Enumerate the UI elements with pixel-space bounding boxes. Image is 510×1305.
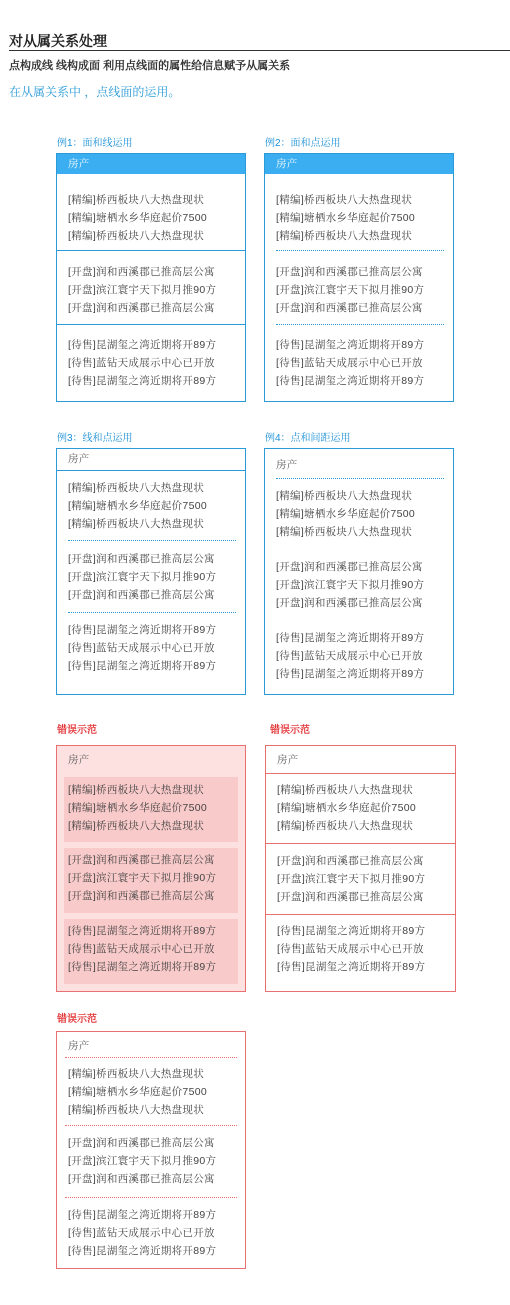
list-item[interactable]: [开盘]润和西溪郡已推高层公寓 (276, 597, 423, 609)
list-item[interactable]: [开盘]滨江寰宇天下拟月推90方 (277, 873, 426, 885)
list-item[interactable]: [待售]昆湖玺之湾近期将开89方 (68, 339, 217, 351)
list-item[interactable]: [精编]塘栖水乡华庭起价7500 (68, 1086, 207, 1098)
box-header: 房产 (276, 459, 298, 471)
list-item[interactable]: [开盘]润和西溪郡已推高层公寓 (276, 561, 423, 573)
list-item[interactable]: [精编]塘栖水乡华庭起价7500 (68, 212, 207, 224)
example-2-title: 例2：面和点运用 (265, 138, 341, 149)
list-item[interactable]: [开盘]润和西溪郡已推高层公寓 (68, 1173, 215, 1185)
example-4-title: 例4：点和间距运用 (265, 433, 351, 444)
list-item[interactable]: [精编]桥西板块八大热盘现状 (276, 194, 413, 206)
title-divider (9, 50, 510, 51)
group-divider (65, 1125, 237, 1126)
list-item[interactable]: [精编]桥西板块八大热盘现状 (68, 820, 205, 832)
box-header: 房产 (68, 754, 90, 766)
list-item[interactable]: [待售]昆湖玺之湾近期将开89方 (68, 961, 217, 973)
list-item[interactable]: [待售]蓝钻天成展示中心已开放 (68, 642, 215, 654)
list-item[interactable]: [开盘]润和西溪郡已推高层公寓 (68, 890, 215, 902)
list-item[interactable]: [开盘]滨江寰宇天下拟月推90方 (276, 579, 425, 591)
list-item[interactable]: [待售]昆湖玺之湾近期将开89方 (68, 1245, 217, 1257)
group-divider (68, 612, 236, 613)
list-item[interactable]: [待售]蓝钻天成展示中心已开放 (68, 357, 215, 369)
bad-example-b-box (265, 745, 456, 992)
list-item[interactable]: [开盘]润和西溪郡已推高层公寓 (276, 266, 423, 278)
list-item[interactable]: [待售]蓝钻天成展示中心已开放 (276, 357, 423, 369)
box-header: 房产 (57, 154, 245, 174)
header-divider (276, 478, 444, 479)
box-header: 房产 (68, 453, 90, 465)
list-item[interactable]: [待售]昆湖玺之湾近期将开89方 (276, 668, 425, 680)
list-item[interactable]: [待售]昆湖玺之湾近期将开89方 (68, 1209, 217, 1221)
list-item[interactable]: [开盘]润和西溪郡已推高层公寓 (68, 266, 215, 278)
list-item[interactable]: [精编]桥西板块八大热盘现状 (276, 230, 413, 242)
group-divider (68, 540, 236, 541)
list-item[interactable]: [开盘]润和西溪郡已推高层公寓 (277, 855, 424, 867)
example-3-title: 例3：线和点运用 (57, 433, 133, 444)
bad-example-b-title: 错误示范 (270, 725, 310, 736)
list-item[interactable]: [开盘]润和西溪郡已推高层公寓 (277, 891, 424, 903)
bad-example-c-title: 错误示范 (57, 1014, 97, 1025)
list-item[interactable]: [精编]塘栖水乡华庭起价7500 (277, 802, 416, 814)
example-2-box (264, 153, 454, 402)
list-item[interactable]: [待售]蓝钻天成展示中心已开放 (68, 943, 215, 955)
list-item[interactable]: [开盘]滨江寰宇天下拟月推90方 (68, 571, 217, 583)
header-divider (65, 1057, 237, 1058)
list-item[interactable]: [精编]桥西板块八大热盘现状 (68, 518, 205, 530)
list-item[interactable]: [精编]桥西板块八大热盘现状 (277, 820, 414, 832)
group-divider (266, 843, 455, 844)
list-item[interactable]: [开盘]润和西溪郡已推高层公寓 (68, 854, 215, 866)
list-item[interactable]: [开盘]润和西溪郡已推高层公寓 (68, 553, 215, 565)
list-item[interactable]: [精编]塘栖水乡华庭起价7500 (276, 508, 415, 520)
list-item[interactable]: [待售]昆湖玺之湾近期将开89方 (68, 660, 217, 672)
list-item[interactable]: [精编]桥西板块八大热盘现状 (68, 784, 205, 796)
list-item[interactable]: [精编]塘栖水乡华庭起价7500 (68, 802, 207, 814)
bad-example-a-title: 错误示范 (57, 725, 97, 736)
list-item[interactable]: [精编]桥西板块八大热盘现状 (276, 490, 413, 502)
list-item[interactable]: [待售]蓝钻天成展示中心已开放 (276, 650, 423, 662)
list-item[interactable]: [开盘]滨江寰宇天下拟月推90方 (68, 1155, 217, 1167)
list-item[interactable]: [精编]桥西板块八大热盘现状 (276, 526, 413, 538)
list-item[interactable]: [开盘]润和西溪郡已推高层公寓 (68, 1137, 215, 1149)
page-subtitle: 点构成线 线构成面 利用点线面的属性给信息赋予从属关系 (9, 60, 291, 72)
list-item[interactable]: [精编]塘栖水乡华庭起价7500 (68, 500, 207, 512)
list-item[interactable]: [待售]蓝钻天成展示中心已开放 (68, 1227, 215, 1239)
list-item[interactable]: [精编]桥西板块八大热盘现状 (68, 482, 205, 494)
list-item[interactable]: [待售]蓝钻天成展示中心已开放 (277, 943, 424, 955)
list-item[interactable]: [精编]桥西板块八大热盘现状 (68, 1104, 205, 1116)
list-item[interactable]: [开盘]滨江寰宇天下拟月推90方 (68, 872, 217, 884)
list-item[interactable]: [开盘]滨江寰宇天下拟月推90方 (276, 284, 425, 296)
group-divider (276, 324, 444, 325)
list-item[interactable]: [精编]塘栖水乡华庭起价7500 (276, 212, 415, 224)
list-item[interactable]: [待售]昆湖玺之湾近期将开89方 (276, 375, 425, 387)
box-header: 房产 (265, 154, 453, 174)
group-divider (65, 1197, 237, 1198)
list-item[interactable]: [待售]昆湖玺之湾近期将开89方 (68, 375, 217, 387)
group-divider (57, 250, 245, 251)
example-4-box (264, 448, 454, 695)
list-item[interactable]: [精编]桥西板块八大热盘现状 (68, 1068, 205, 1080)
page-title: 对从属关系处理 (9, 33, 107, 49)
list-item[interactable]: [待售]昆湖玺之湾近期将开89方 (276, 339, 425, 351)
list-item[interactable]: [待售]昆湖玺之湾近期将开89方 (277, 925, 426, 937)
example-1-box (56, 153, 246, 402)
group-divider (276, 250, 444, 251)
list-item[interactable]: [待售]昆湖玺之湾近期将开89方 (277, 961, 426, 973)
bad-example-c-box (56, 1031, 246, 1269)
list-item[interactable]: [开盘]滨江寰宇天下拟月推90方 (68, 284, 217, 296)
list-item[interactable]: [开盘]润和西溪郡已推高层公寓 (68, 302, 215, 314)
header-divider (57, 470, 245, 471)
list-item[interactable]: [开盘]润和西溪郡已推高层公寓 (276, 302, 423, 314)
list-item[interactable]: [开盘]润和西溪郡已推高层公寓 (68, 589, 215, 601)
list-item[interactable]: [精编]桥西板块八大热盘现状 (68, 230, 205, 242)
example-1-title: 例1：面和线运用 (57, 138, 133, 149)
list-item[interactable]: [待售]昆湖玺之湾近期将开89方 (276, 632, 425, 644)
list-item[interactable]: [待售]昆湖玺之湾近期将开89方 (68, 925, 217, 937)
group-divider (57, 324, 245, 325)
list-item[interactable]: [精编]桥西板块八大热盘现状 (68, 194, 205, 206)
example-3-box (56, 448, 246, 695)
bad-example-a-box (56, 745, 246, 992)
intro-text: 在从属关系中 ，点线面的运用。 (9, 85, 181, 99)
header-divider (266, 773, 455, 774)
box-header: 房产 (68, 1040, 90, 1052)
group-divider (266, 914, 455, 915)
box-header: 房产 (277, 754, 299, 766)
list-item[interactable]: [精编]桥西板块八大热盘现状 (277, 784, 414, 796)
list-item[interactable]: [待售]昆湖玺之湾近期将开89方 (68, 624, 217, 636)
